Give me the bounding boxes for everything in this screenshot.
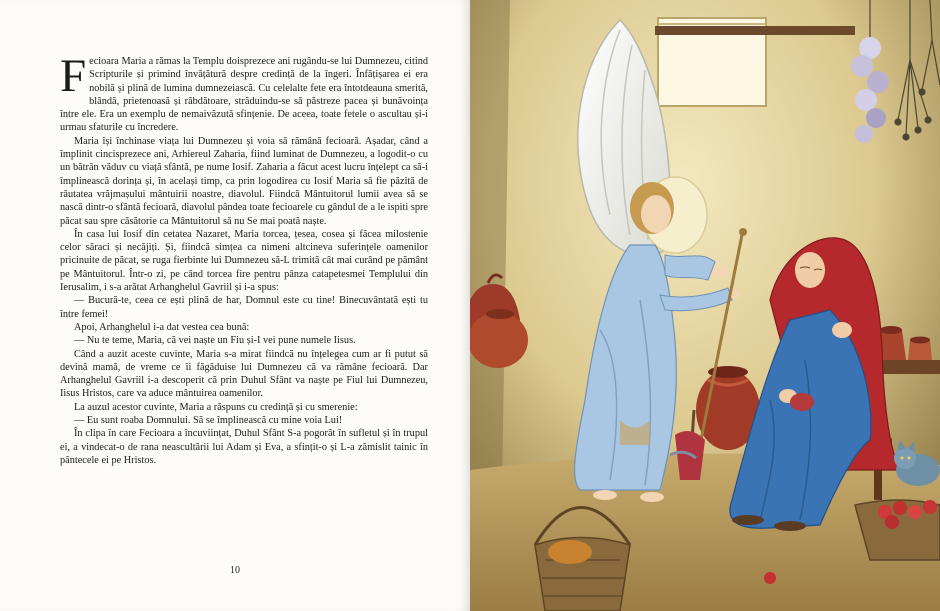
illustration-page	[470, 0, 940, 611]
paragraph: Când a auzit aceste cuvinte, Maria s-a mirat fiindcă nu înțelegea cum ar fi putut să devină mamă, de vreme ce îi făgăduise lui Dumnezeu că va rămâne fecioară. Dar Arhanghelul Gavriil i-a descoperit că prin Duhul Sfânt va naște pe Fiul lui Dumnezeu, Iisus Hristos, care va aduce mântuirea oamenilor.	[60, 348, 428, 400]
paragraph: Maria își închinase viața lui Dumnezeu și voia să rămână fecioară. Așadar, când a împlinit cincisprezece ani, Arhiereul Zaharia, fiind luminat de Dumnezeu, a logodit-o cu un bătrân văduv cu viață sfântă, pe nume Iosif. Zaharia a făcut acest lucru înțelept ca să-i împlinească dorința și, în același timp, ca prin logodirea cu Iosif Maria să fie păzită de răutatea vrăjmașului mântuirii noastre, diavolul. Fiindcă Mântuitorul lumii avea să se nască dintr-o sfântă fecioară, diavolul pândea toate fecioarele cu gândul de a le ispiti spre păcat sau spre căsătorie ca Mântuitorul să nu Se mai poată naște.	[60, 135, 428, 227]
paragraph: În casa lui Iosif din cetatea Nazaret, Maria torcea, țesea, cosea și făcea milostenie celor săraci și necăjiți. Și, fiindcă simțea ca nimeni altcineva suferințele oamenilor pricinuite de păcat, se ruga fierbinte lui Dumnezeu să-L trimită cât mai curând pe pământ pe Mântuitorul. Într-o zi, pe când torcea fire pentru pânza catapetesmei Templului din Ierusalim, i s-a arătat Arhanghelul Gavriil și i-a spus:	[60, 228, 428, 294]
angel-face	[641, 195, 671, 233]
dialogue-line: — Nu te teme, Maria, că vei naște un Fiu și-I vei pune numele Iisus.	[74, 335, 356, 347]
story-text	[60, 50, 428, 467]
paragraph: Apoi, Arhanghelul i-a dat vestea cea bună:	[74, 321, 250, 333]
ceiling-beam	[655, 26, 855, 35]
paragraph: În clipa în care Fecioara a încuviințat, Duhul Sfânt S-a pogorât în sufletul și în trupul ei, a vindecat-o de rana neascultării lui Adam și Eva, a sfințit-o și L-a zămislit tainic în pântecele ei pe Hristos.	[60, 428, 428, 466]
basket-right	[855, 500, 940, 560]
drop-cap: F	[60, 50, 87, 102]
paragraph: La auzul acestor cuvinte, Maria a răspuns cu credință și cu smerenie:	[74, 401, 358, 413]
paragraph	[60, 50, 428, 135]
dialogue-line: — Eu sunt roaba Domnului. Să se împlinească cu mine voia Lui!	[74, 415, 343, 427]
apple	[764, 572, 776, 584]
dialogue-line: — Bucură-te, ceea ce ești plină de har, Domnul este cu tine! Binecuvântată ești tu între femei!	[60, 295, 428, 320]
annunciation-illustration	[470, 0, 940, 611]
paragraph-text: ecioara Maria a rămas la Templu doisprezece ani rugându-se lui Dumnezeu, citind Scripturile și primind învățătură despre credință de la îngeri. Înfățișarea ei era nobilă și plină de lumina dumnezeiască. Cu celelalte fete era întotdeauna smerită, blândă, prietenoasă și răbdătoare, străduindu-se să păstreze pacea și bunăvoința între ele. Era un exemplu de nemaivăzută sfințenie. De aceea, toate fetele o ascultau și-i urmau sfaturile cu încredere.	[60, 56, 428, 134]
page-number: 10	[230, 565, 240, 576]
mary-face	[795, 252, 825, 288]
yarn-ball	[790, 393, 814, 411]
